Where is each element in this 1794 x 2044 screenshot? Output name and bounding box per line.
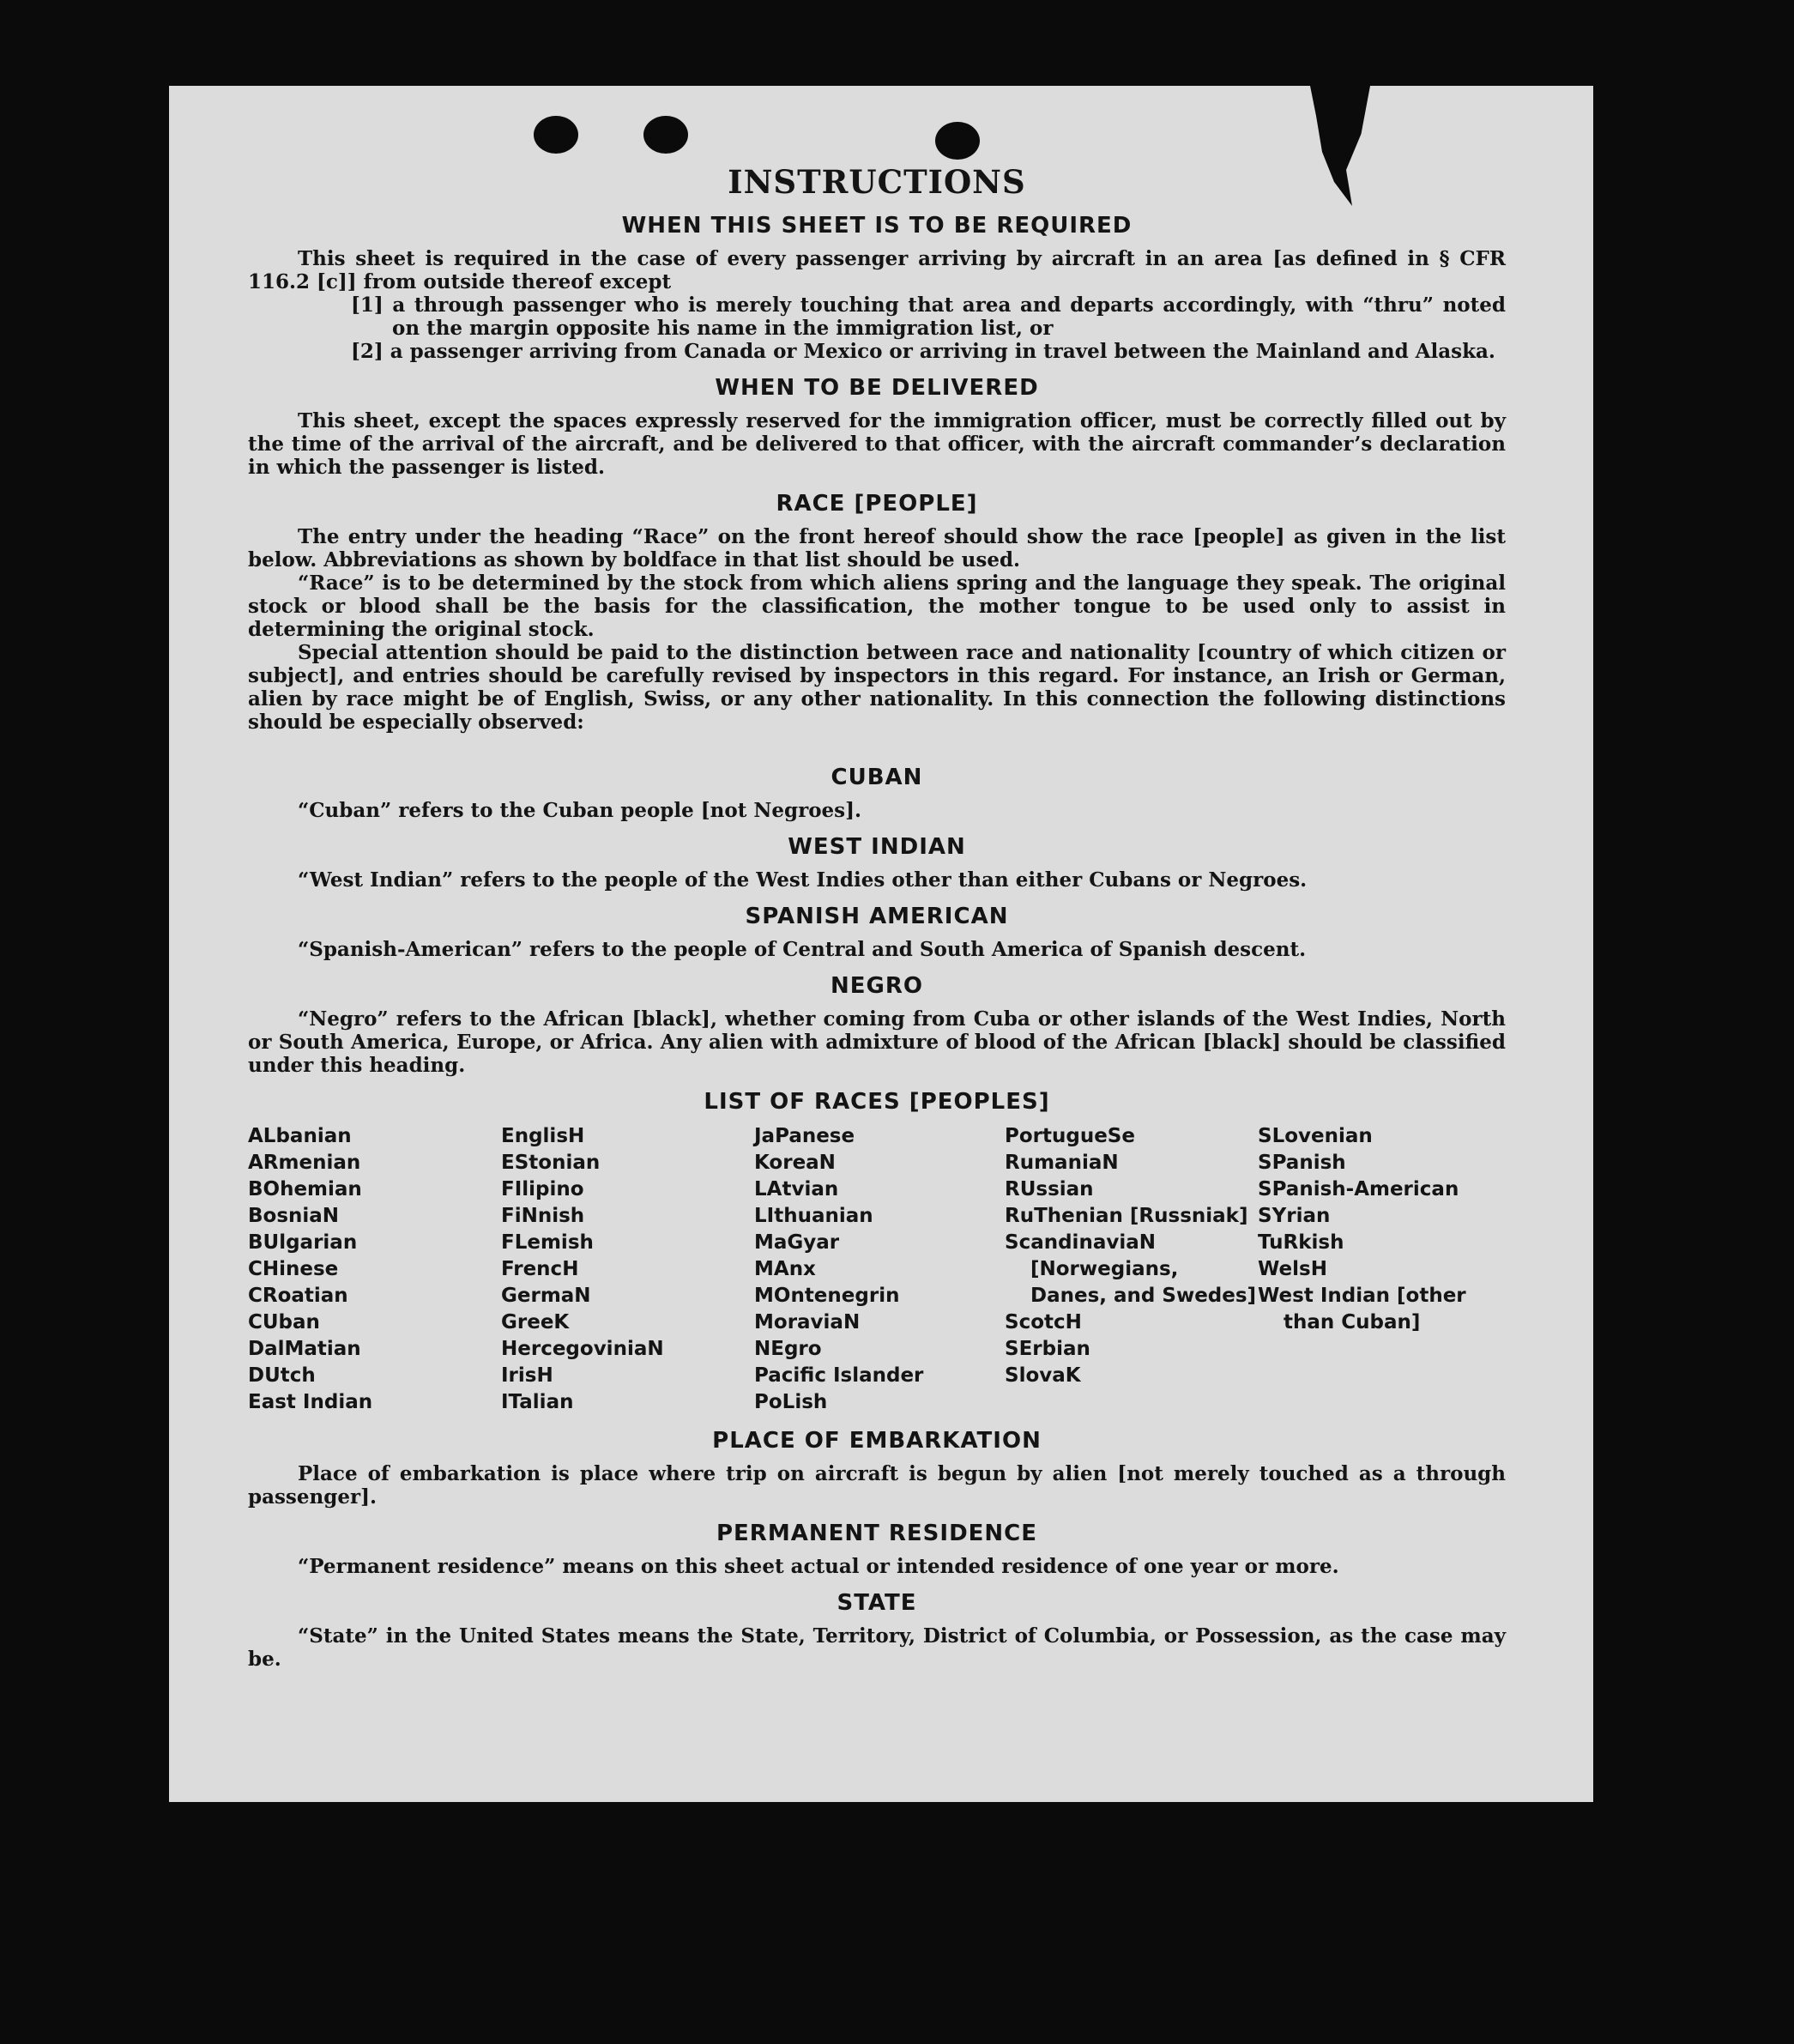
race-item: EnglisH: [501, 1125, 585, 1147]
section-heading-delivered: WHEN TO BE DELIVERED: [715, 375, 1039, 401]
race-item: MaGyar: [754, 1231, 840, 1254]
paragraph-race-1: The entry under the heading “Race” on the front hereof should show the race [people] as given in the list below. Abbreviations as shown by boldface in that list should be used.: [248, 525, 1506, 571]
race-item: PoLish: [754, 1391, 828, 1413]
section-heading-negro: NEGRO: [831, 973, 923, 999]
race-item: SlovaK: [1005, 1364, 1081, 1387]
instructions-content: [248, 163, 1506, 1671]
paragraph-residence: “Permanent residence” means on this sheet actual or intended residence of one year or more.: [298, 1555, 1339, 1578]
race-item: PortugueSe: [1005, 1125, 1135, 1147]
race-item: FIlipino: [501, 1178, 584, 1200]
race-item: BosniaN: [248, 1205, 340, 1227]
race-item: HercegoviniaN: [501, 1338, 664, 1360]
punch-hole: [534, 116, 578, 154]
section-heading-spanish-american: SPANISH AMERICAN: [745, 904, 1009, 929]
race-item: BOhemian: [248, 1178, 362, 1200]
section-heading-state: STATE: [837, 1590, 917, 1616]
section-heading-residence: PERMANENT RESIDENCE: [716, 1521, 1038, 1546]
paragraph-west-indian: “West Indian” refers to the people of the West Indies other than either Cubans or Negroes.: [298, 868, 1308, 892]
race-item: BUlgarian: [248, 1231, 358, 1254]
race-item: GreeK: [501, 1311, 570, 1333]
paragraph-embarkation: Place of embarkation is place where trip on aircraft is begun by alien [not merely touched as a through passenger].: [248, 1462, 1506, 1509]
exception-item-2: [2] a passenger arriving from Canada or Mexico or arriving in travel between the Mainland and Alaska.: [351, 340, 1495, 363]
race-item: NEgro: [754, 1338, 822, 1360]
race-item: MAnx: [754, 1258, 816, 1280]
race-item: LIthuanian: [754, 1205, 873, 1227]
race-item: ScotcH: [1005, 1311, 1082, 1333]
race-item: FiNnish: [501, 1205, 585, 1227]
races-column: [1005, 1123, 1258, 1416]
race-item: ScandinaviaN [Norwegians, Danes, and Swedes]: [1005, 1231, 1257, 1307]
races-column: [501, 1123, 754, 1416]
race-item: EStonian: [501, 1152, 601, 1174]
race-item: TuRkish: [1258, 1231, 1344, 1254]
section-heading-embarkation: PLACE OF EMBARKATION: [712, 1428, 1042, 1454]
paragraph-cuban: “Cuban” refers to the Cuban people [not Negroes].: [298, 799, 862, 822]
race-item: MOntenegrin: [754, 1285, 900, 1307]
section-heading-races-list: LIST OF RACES [PEOPLES]: [704, 1089, 1050, 1115]
punch-hole: [935, 122, 980, 160]
section-heading-cuban: CUBAN: [831, 765, 923, 790]
paragraph-race-3: Special attention should be paid to the distinction between race and nationality [country of which citizen or subject], and entries should be carefully revised by inspectors in this regard. For instance, an Irish or German, alien by race might be of English, Swiss, or any other nationality. In this connection the following distinctions should be especially observed:: [248, 641, 1506, 734]
paragraph-spanish-american: “Spanish-American” refers to the people of Central and South America of Spanish descent.: [298, 938, 1307, 961]
page-title: INSTRUCTIONS: [728, 163, 1026, 201]
race-item: SPanish-American: [1258, 1178, 1459, 1200]
race-item: KoreaN: [754, 1152, 836, 1174]
race-item: SLovenian: [1258, 1125, 1373, 1147]
race-item: SErbian: [1005, 1338, 1090, 1360]
race-item: IrisH: [501, 1364, 553, 1387]
section-heading-race: RACE [PEOPLE]: [776, 491, 978, 517]
race-item: FrencH: [501, 1258, 579, 1280]
section-heading-west-indian: WEST INDIAN: [788, 834, 966, 860]
races-column: [1258, 1123, 1506, 1416]
punch-hole: [643, 116, 688, 154]
exception-item-1: [1] a through passenger who is merely touching that area and departs accordingly, with “thru” noted on the margin opposite his name in the immigration list, or: [351, 293, 1506, 340]
race-item: ARmenian: [248, 1152, 361, 1174]
races-column: [248, 1123, 501, 1416]
race-item: RUssian: [1005, 1178, 1094, 1200]
section-heading-required: WHEN THIS SHEET IS TO BE REQUIRED: [621, 213, 1133, 239]
race-item: Pacific Islander: [754, 1364, 924, 1387]
race-item: JaPanese: [754, 1125, 855, 1147]
paragraph-race-2: “Race” is to be determined by the stock from which aliens spring and the language they speak. The original stock or blood shall be the basis for the classification, the mother tongue to be used only to assist in determining the original stock.: [248, 571, 1506, 641]
race-item: RuThenian [Russniak]: [1005, 1205, 1248, 1227]
race-item: ALbanian: [248, 1125, 352, 1147]
race-item: SYrian: [1258, 1205, 1331, 1227]
race-item: East Indian: [248, 1391, 373, 1413]
race-item: WelsH: [1258, 1258, 1327, 1280]
race-item: CHinese: [248, 1258, 339, 1280]
race-item: GermaN: [501, 1285, 591, 1307]
race-item: DUtch: [248, 1364, 316, 1387]
race-item: ITalian: [501, 1391, 574, 1413]
races-list: [248, 1123, 1506, 1416]
race-item: SPanish: [1258, 1152, 1346, 1174]
paragraph-required-intro: This sheet is required in the case of every passenger arriving by aircraft in an area [as defined in § CFR 116.2 [c]] from outside thereof except: [248, 247, 1506, 293]
races-column: [754, 1123, 1005, 1416]
race-item: MoraviaN: [754, 1311, 861, 1333]
exception-list: [351, 293, 1506, 363]
race-item: FLemish: [501, 1231, 594, 1254]
document-sheet: [169, 86, 1593, 1802]
race-item: DalMatian: [248, 1338, 361, 1360]
race-item: RumaniaN: [1005, 1152, 1119, 1174]
paragraph-delivered: This sheet, except the spaces expressly reserved for the immigration officer, must be correctly filled out by the time of the arrival of the aircraft, and be delivered to that officer, with the aircraft commander’s declaration in which the passenger is listed.: [248, 409, 1506, 479]
paragraph-negro: “Negro” refers to the African [black], whether coming from Cuba or other islands of the West Indies, North or South America, Europe, or Africa. Any alien with admixture of blood of the African [black] should be classified under this heading.: [248, 1007, 1506, 1077]
race-item: CUban: [248, 1311, 320, 1333]
paragraph-state: “State” in the United States means the State, Territory, District of Columbia, or Possession, as the case may be.: [248, 1624, 1506, 1671]
race-item: LAtvian: [754, 1178, 839, 1200]
race-item: CRoatian: [248, 1285, 348, 1307]
race-item: West Indian [other than Cuban]: [1258, 1285, 1466, 1333]
